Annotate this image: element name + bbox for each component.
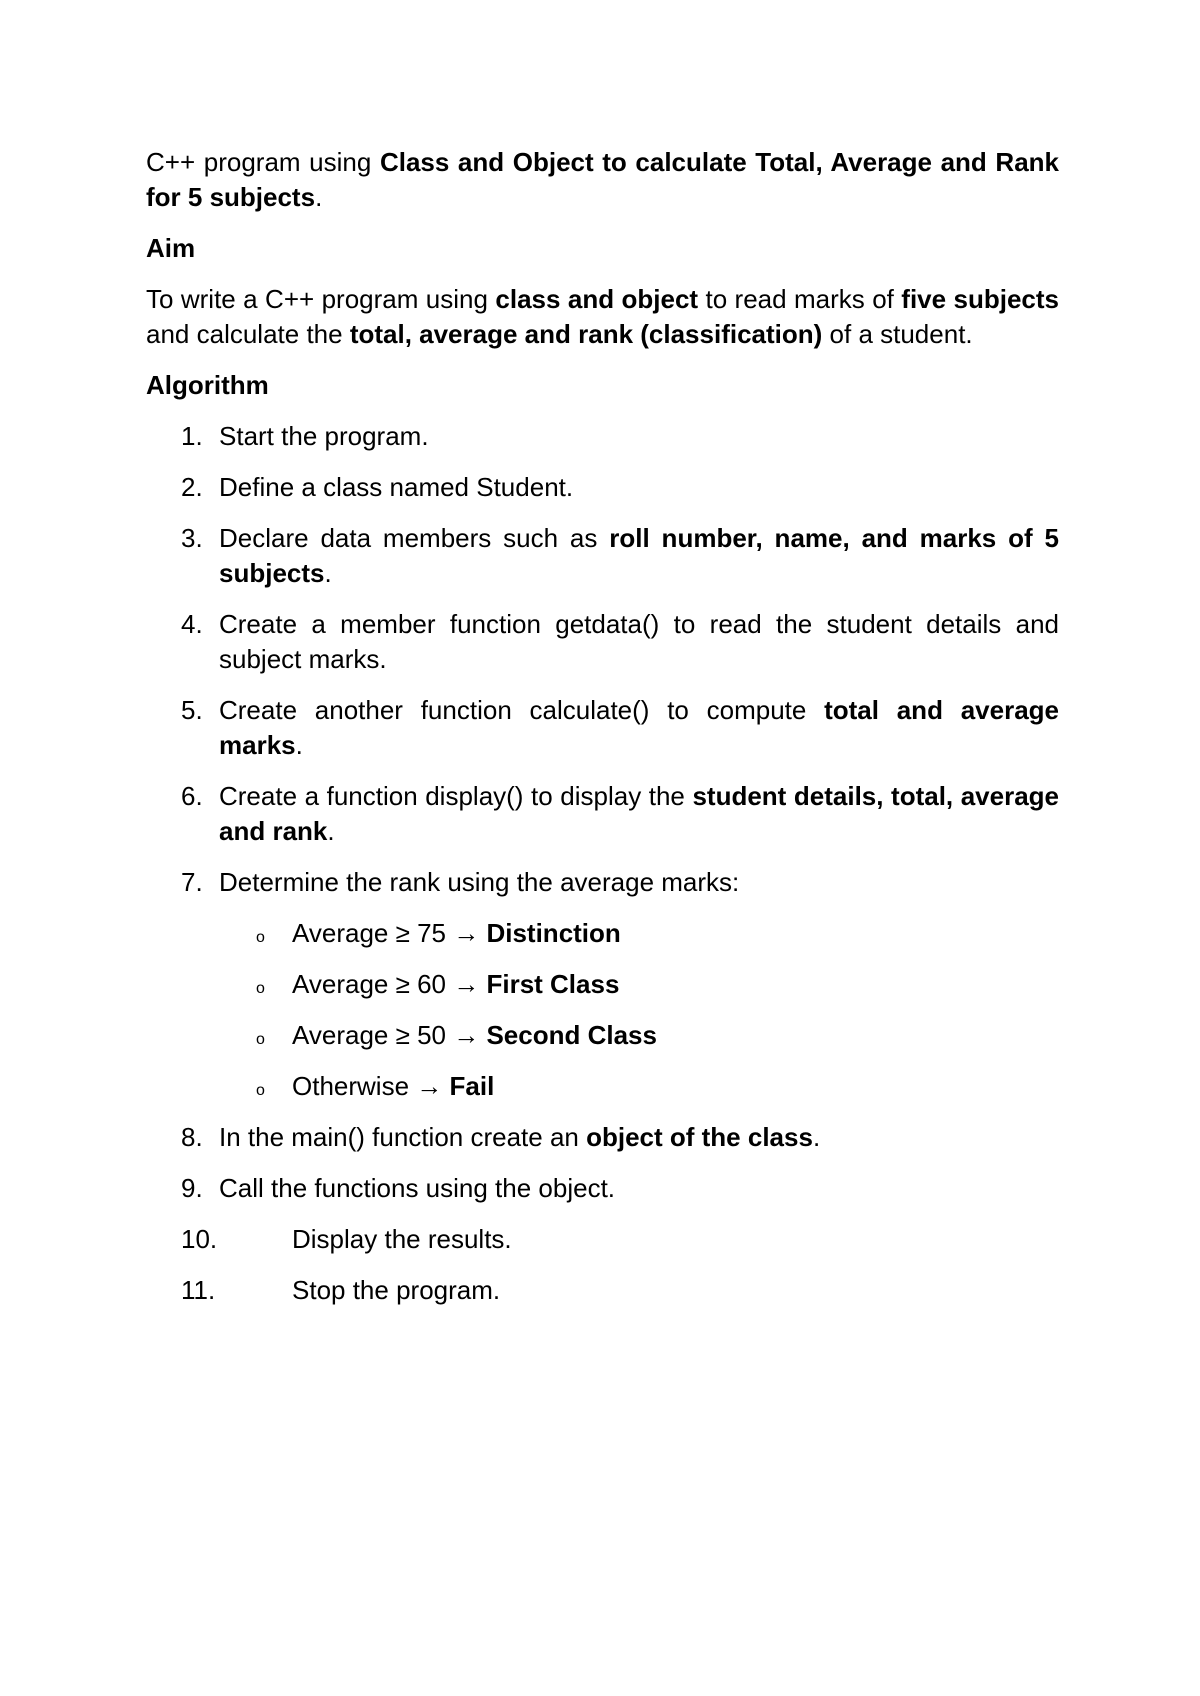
hollow-bullet-icon: o	[256, 929, 265, 946]
aim-text-1: To write a C++ program using	[146, 284, 496, 314]
step-number: 7.	[181, 867, 203, 897]
step-text: .	[812, 1122, 821, 1152]
document-title	[146, 145, 1059, 215]
step-text: .	[295, 730, 303, 760]
step-text: Determine the rank using the average marks:	[219, 867, 740, 897]
step-text: Create another function calculate() to compute	[219, 695, 825, 725]
step-number: 6.	[181, 781, 203, 811]
step-item	[146, 693, 1059, 763]
step-text: Create a member function getdata() to read the student details and subject marks.	[219, 609, 1059, 674]
aim-text-3: and calculate the	[146, 319, 350, 349]
step-number: 8.	[181, 1122, 203, 1152]
step-text: Create a function display() to display the	[219, 781, 693, 811]
step-item	[146, 779, 1059, 849]
aim-paragraph	[146, 282, 1059, 352]
step-bold-text: roll number, name, and marks of 5 subjects	[219, 523, 1059, 588]
step-number: 2.	[181, 472, 203, 502]
step-number: 11.	[181, 1275, 216, 1305]
rule-result: Distinction	[486, 918, 621, 948]
step-text: Display the results.	[292, 1224, 512, 1254]
step-item	[146, 521, 1059, 591]
step-text: .	[327, 816, 335, 846]
rule-text: Otherwise →	[292, 1071, 450, 1101]
step-number: 1.	[181, 421, 203, 451]
rule-result: Fail	[449, 1071, 495, 1101]
title-text: C++ program using	[146, 147, 380, 177]
rule-text: Average ≥ 75 →	[292, 918, 487, 948]
aim-heading: Aim	[146, 233, 196, 263]
rule-result: First Class	[486, 969, 620, 999]
step-text: Declare data members such as	[219, 523, 610, 553]
rule-text: Average ≥ 60 →	[292, 969, 487, 999]
title-bold-text: Class and Object to calculate Total, Average and Rank for 5 subjects	[146, 147, 1059, 212]
step-item	[146, 607, 1059, 677]
step-text: Define a class named Student.	[219, 472, 574, 502]
rank-rule-item	[146, 916, 1059, 951]
aim-bold-2: five subjects	[901, 284, 1059, 314]
step-number: 3.	[181, 523, 203, 553]
algorithm-steps	[146, 419, 1059, 1308]
aim-text-4: of a student.	[822, 319, 973, 349]
rank-rules-list	[219, 916, 1059, 1104]
step-bold-text: object of the class	[586, 1122, 813, 1152]
rule-text: Average ≥ 50 →	[292, 1020, 487, 1050]
step-bold-text: student details, total, average and rank	[219, 781, 1059, 846]
step-bold-text: total and average marks	[219, 695, 1059, 760]
hollow-bullet-icon: o	[256, 1082, 265, 1099]
step-text: Stop the program.	[292, 1275, 501, 1305]
aim-bold-3: total, average and rank (classification)	[349, 319, 823, 349]
rank-rule-item	[146, 1069, 1059, 1104]
algorithm-heading: Algorithm	[146, 370, 269, 400]
step-text: Call the functions using the object.	[219, 1173, 616, 1203]
step-item	[146, 1171, 1059, 1206]
aim-bold-1: class and object	[495, 284, 699, 314]
step-item	[146, 865, 1059, 1104]
step-item	[146, 1222, 1059, 1257]
hollow-bullet-icon: o	[256, 980, 265, 997]
step-item	[146, 419, 1059, 454]
rule-result: Second Class	[486, 1020, 657, 1050]
step-text: .	[324, 558, 332, 588]
document-page	[146, 145, 1059, 1324]
step-item	[146, 1120, 1059, 1155]
step-number: 9.	[181, 1173, 203, 1203]
step-item	[146, 1273, 1059, 1308]
aim-text-2: to read marks of	[698, 284, 902, 314]
hollow-bullet-icon: o	[256, 1031, 265, 1048]
step-text: In the main() function create an	[219, 1122, 587, 1152]
step-number: 10.	[181, 1224, 218, 1254]
title-period: .	[315, 182, 323, 212]
rank-rule-item	[146, 967, 1059, 1002]
step-item	[146, 470, 1059, 505]
rank-rule-item	[146, 1018, 1059, 1053]
step-text: Start the program.	[219, 421, 429, 451]
step-number: 5.	[181, 695, 203, 725]
step-number: 4.	[181, 609, 203, 639]
